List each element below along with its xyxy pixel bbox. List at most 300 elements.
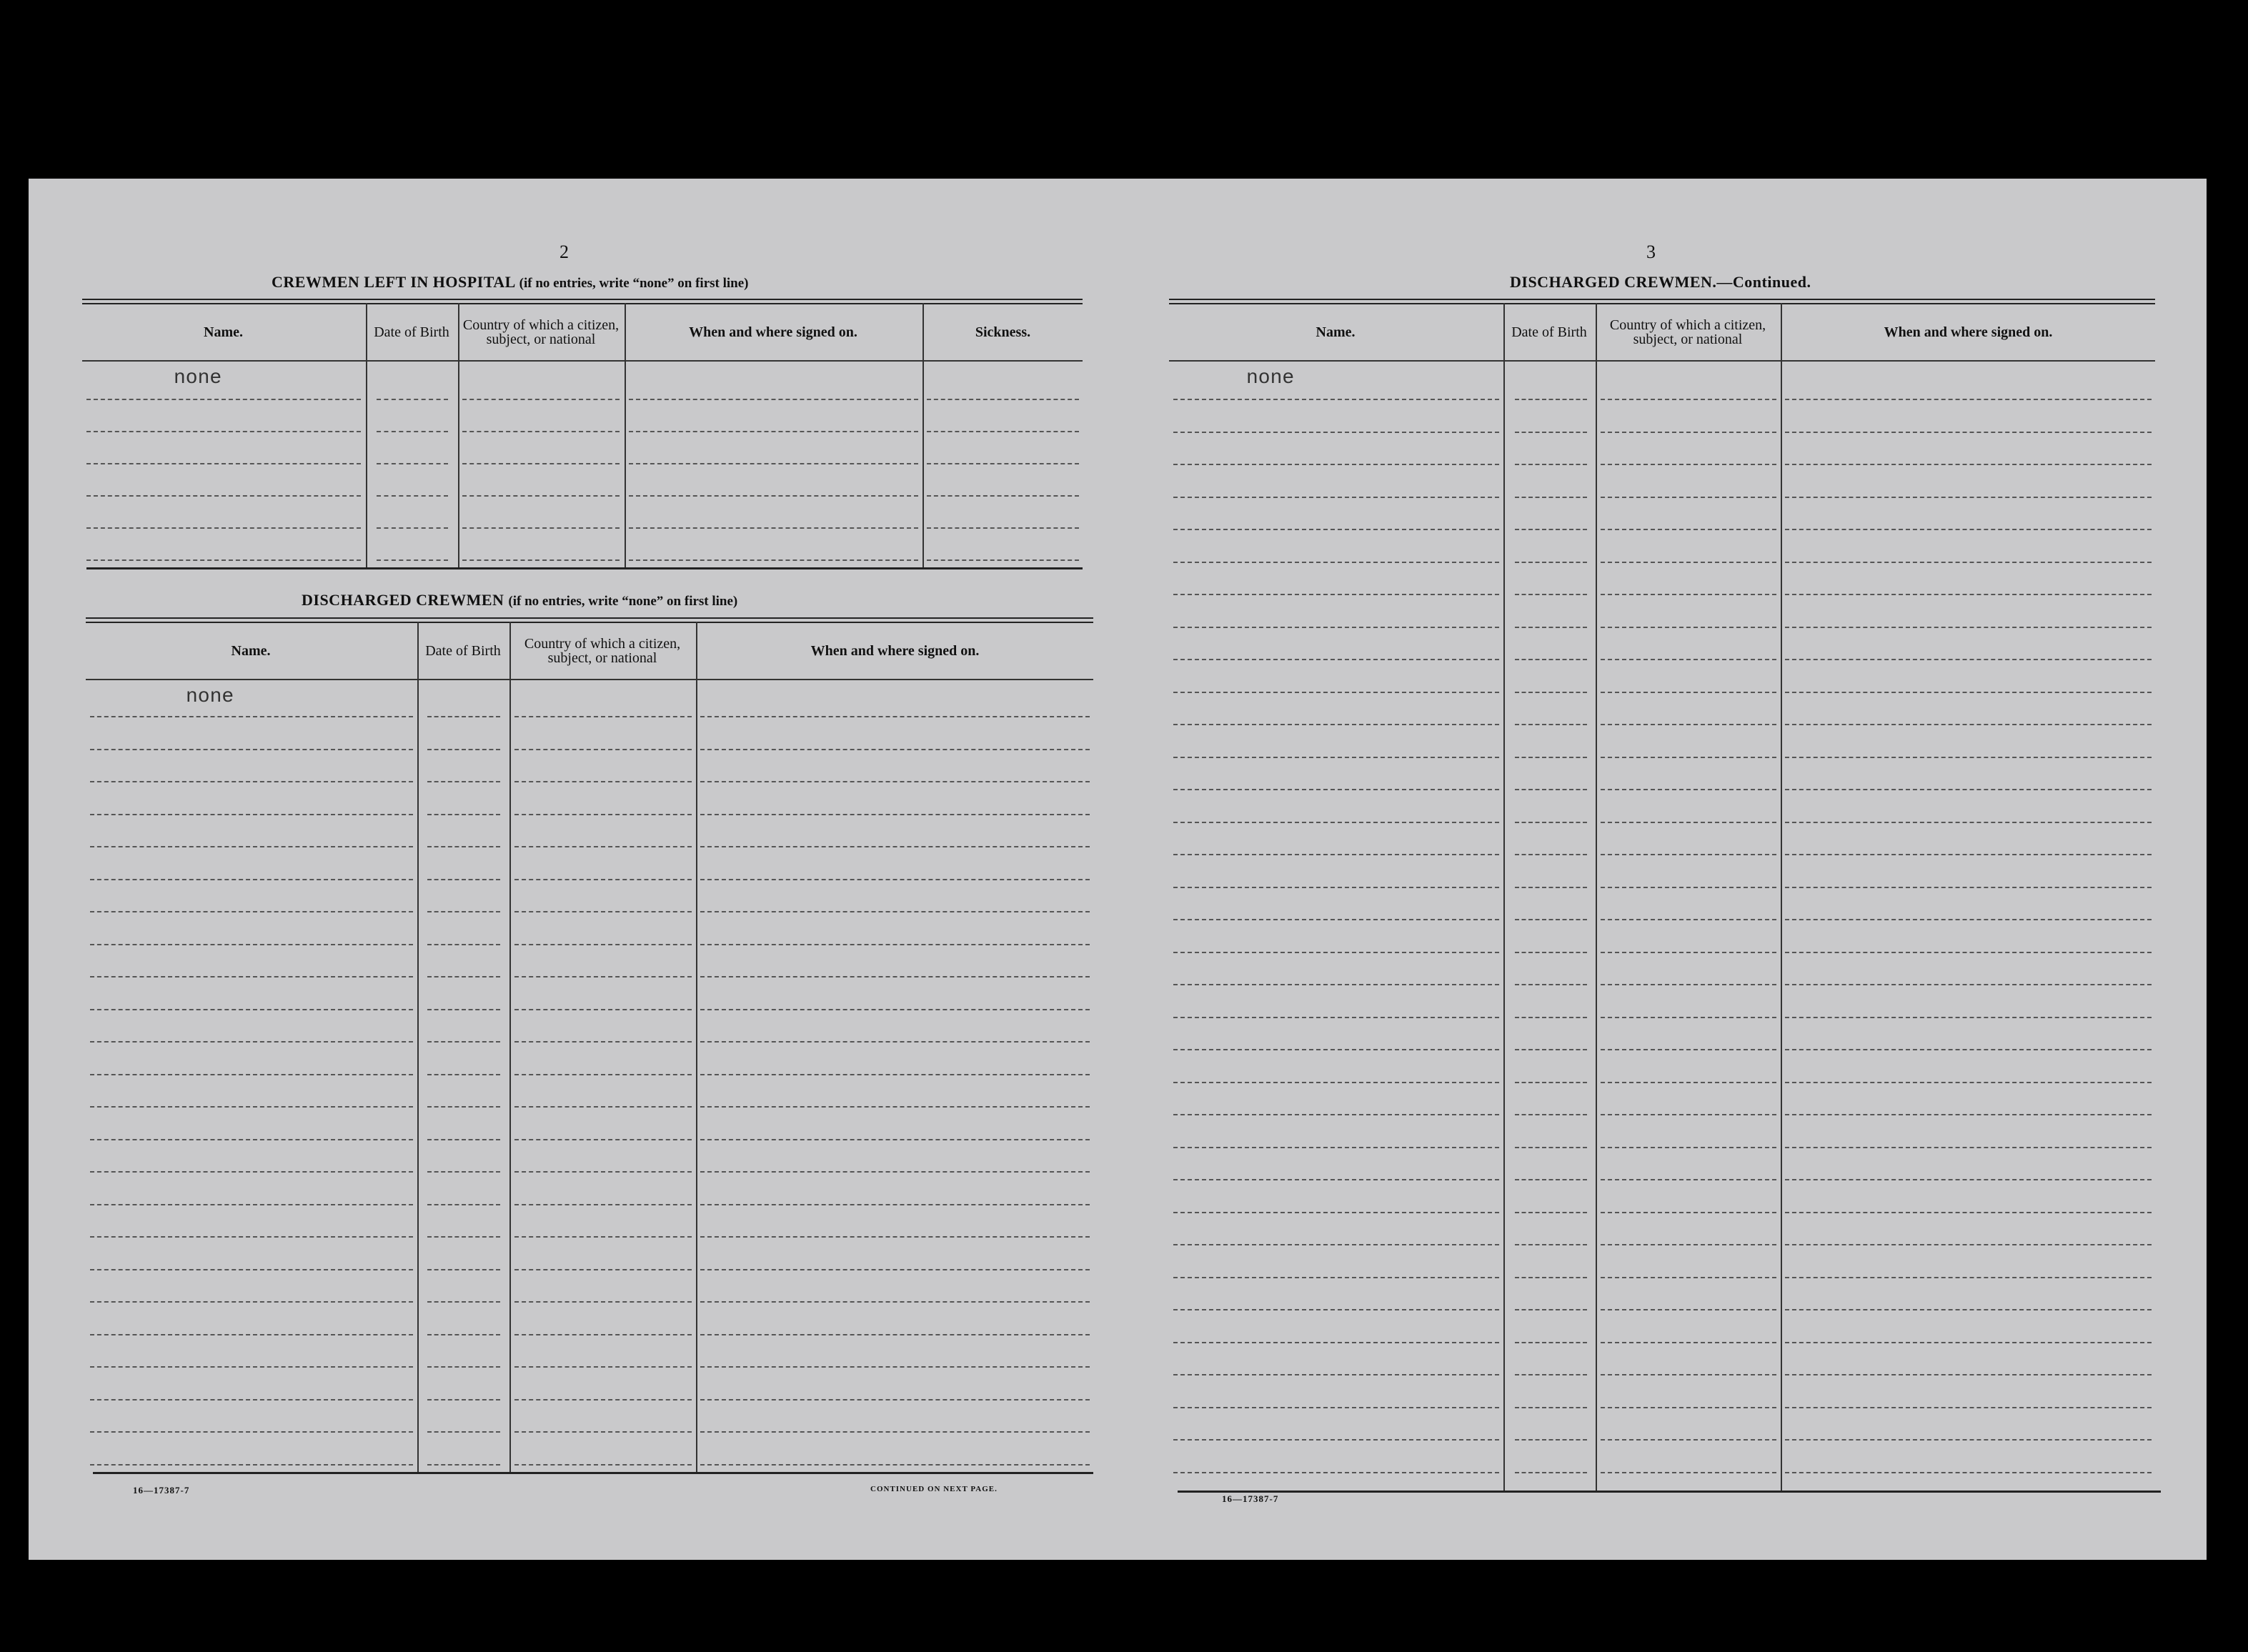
ruled-line: [1515, 1342, 1587, 1343]
ruled-line: [1515, 432, 1587, 433]
ruled-line: [462, 399, 620, 400]
column-header-date-of-birth: Date of Birth: [425, 643, 501, 659]
table-bottom-rule: [86, 567, 1083, 569]
hospital-section-title: [272, 273, 748, 292]
ruled-line: [514, 1139, 692, 1140]
ruled-line: [700, 1204, 1090, 1205]
name-entry: none: [1246, 367, 1295, 389]
column-header-date-of-birth: Date of Birth: [1511, 324, 1587, 340]
ruled-line: [1173, 984, 1499, 985]
name-entry: none: [174, 367, 222, 389]
ruled-line: [1785, 659, 2152, 660]
ruled-line: [90, 1334, 413, 1335]
ruled-line: [700, 1366, 1090, 1368]
ruled-line: [427, 1236, 500, 1238]
ruled-line: [1601, 659, 1776, 660]
header-rule: [1169, 360, 2155, 362]
ruled-line: [90, 1301, 413, 1303]
ruled-line: [1785, 887, 2152, 888]
ruled-line: [90, 1139, 413, 1140]
column-header-country: Country of which a citizen, subject, or national: [524, 636, 681, 666]
ruled-line: [514, 749, 692, 750]
ruled-line: [427, 1464, 500, 1466]
ruled-line: [1601, 789, 1776, 790]
ruled-line: [1173, 529, 1499, 530]
ruled-line: [1515, 822, 1587, 823]
ruled-line: [1515, 1439, 1587, 1440]
ruled-line: [700, 1106, 1090, 1108]
ruled-line: [1173, 432, 1499, 433]
table-top-rule: [1169, 299, 2155, 304]
ruled-line: [514, 781, 692, 782]
hospital-table: [82, 299, 1083, 570]
ruled-line: [427, 1106, 500, 1108]
ruled-line: [700, 879, 1090, 880]
ruled-line: [1601, 1472, 1776, 1473]
ruled-line: [90, 1366, 413, 1368]
ruled-line: [377, 527, 448, 529]
ruled-line: [1785, 984, 2152, 985]
ruled-line: [629, 495, 918, 497]
ruled-line: [1173, 789, 1499, 790]
page-number: 2: [559, 242, 569, 262]
discharged-table: [86, 617, 1093, 1652]
ruled-line: [1601, 1244, 1776, 1245]
ruled-line: [1515, 1017, 1587, 1018]
ruled-line: [1785, 1049, 2152, 1050]
ruled-line: [427, 944, 500, 945]
column-divider: [417, 622, 419, 1472]
ruled-line: [1173, 1147, 1499, 1148]
ruled-line: [1785, 822, 2152, 823]
ruled-line: [1601, 464, 1776, 465]
ruled-line: [1785, 627, 2152, 628]
ruled-line: [1515, 659, 1587, 660]
header-rule: [86, 679, 1093, 680]
ruled-line: [1173, 1212, 1499, 1213]
ruled-line: [629, 399, 918, 400]
ruled-line: [427, 749, 500, 750]
ruled-line: [514, 1009, 692, 1010]
ruled-line: [514, 814, 692, 815]
ruled-line: [629, 431, 918, 432]
ruled-line: [90, 749, 413, 750]
ruled-line: [1515, 1244, 1587, 1245]
ruled-line: [1173, 1407, 1499, 1408]
ruled-line: [427, 1431, 500, 1433]
column-divider: [625, 303, 626, 567]
ruled-line: [377, 463, 448, 464]
ruled-line: [1173, 1082, 1499, 1083]
table-top-rule: [82, 299, 1083, 304]
ruled-line: [514, 879, 692, 880]
ruled-line: [86, 431, 361, 432]
ruled-line: [427, 911, 500, 912]
ruled-line: [700, 1041, 1090, 1043]
ruled-line: [700, 976, 1090, 977]
discharged-note: (if no entries, write “none” on first line): [508, 594, 738, 609]
ruled-line: [1601, 1114, 1776, 1115]
ruled-line: [427, 1139, 500, 1140]
ruled-line: [1601, 1342, 1776, 1343]
ruled-line: [1785, 1407, 2152, 1408]
ruled-line: [462, 463, 620, 464]
ruled-line: [1785, 1244, 2152, 1245]
ruled-line: [514, 1171, 692, 1173]
ruled-line: [1173, 692, 1499, 693]
ruled-line: [1515, 1179, 1587, 1180]
ruled-line: [1515, 594, 1587, 595]
ruled-line: [1785, 1147, 2152, 1148]
ruled-line: [1601, 529, 1776, 530]
ruled-line: [1515, 627, 1587, 628]
ruled-line: [1785, 1342, 2152, 1343]
ruled-line: [629, 527, 918, 529]
ruled-line: [462, 559, 620, 561]
ruled-line: [700, 1399, 1090, 1400]
ruled-line: [1173, 659, 1499, 660]
column-header-name: Name.: [204, 324, 243, 340]
ruled-line: [1173, 1342, 1499, 1343]
column-header-signed-on: When and where signed on.: [1884, 324, 2053, 340]
ruled-line: [514, 911, 692, 912]
ruled-line: [1515, 692, 1587, 693]
ruled-line: [1601, 1212, 1776, 1213]
ruled-line: [1785, 919, 2152, 920]
ruled-line: [927, 559, 1079, 561]
ruled-line: [1515, 724, 1587, 725]
table-bottom-rule: [1178, 1491, 2161, 1493]
column-header-date-of-birth: Date of Birth: [374, 324, 449, 340]
continued-note: CONTINUED ON NEXT PAGE.: [870, 1485, 998, 1493]
ruled-line: [514, 1269, 692, 1270]
ruled-line: [86, 495, 361, 497]
ruled-line: [1601, 757, 1776, 758]
ruled-line: [90, 1464, 413, 1466]
ruled-line: [90, 716, 413, 717]
ruled-line: [1601, 854, 1776, 855]
ruled-line: [427, 1366, 500, 1368]
ruled-line: [1173, 1017, 1499, 1018]
column-divider: [922, 303, 924, 567]
ruled-line: [514, 1041, 692, 1043]
ruled-line: [1601, 1147, 1776, 1148]
ruled-line: [90, 1041, 413, 1043]
ruled-line: [1601, 984, 1776, 985]
ruled-line: [514, 1431, 692, 1433]
ruled-line: [700, 1236, 1090, 1238]
ruled-line: [427, 1399, 500, 1400]
ruled-line: [1601, 594, 1776, 595]
ruled-line: [700, 1464, 1090, 1466]
ruled-line: [1515, 952, 1587, 953]
ruled-line: [700, 1139, 1090, 1140]
ruled-line: [629, 559, 918, 561]
ruled-line: [700, 944, 1090, 945]
ruled-line: [700, 749, 1090, 750]
ruled-line: [927, 399, 1079, 400]
ruled-line: [1601, 1374, 1776, 1375]
ruled-line: [514, 1464, 692, 1466]
column-header-sickness: Sickness.: [975, 324, 1031, 340]
column-divider: [1503, 303, 1505, 1492]
hospital-note: (if no entries, write “none” on first line): [519, 276, 749, 291]
ruled-line: [1515, 1407, 1587, 1408]
ruled-line: [1515, 757, 1587, 758]
ruled-line: [427, 1301, 500, 1303]
page-number: 3: [1646, 242, 1656, 262]
ruled-line: [514, 944, 692, 945]
name-entry: none: [186, 686, 234, 708]
ruled-line: [1601, 1049, 1776, 1050]
ruled-line: [1785, 952, 2152, 953]
ruled-line: [700, 1301, 1090, 1303]
ruled-line: [1515, 1049, 1587, 1050]
ruled-line: [1601, 919, 1776, 920]
ruled-line: [1173, 854, 1499, 855]
ruled-line: [427, 814, 500, 815]
ruled-line: [377, 399, 448, 400]
ruled-line: [1515, 1212, 1587, 1213]
ruled-line: [1173, 497, 1499, 498]
ruled-line: [1515, 529, 1587, 530]
discharged-title: DISCHARGED CREWMEN: [302, 591, 504, 609]
ruled-line: [1173, 1114, 1499, 1115]
ruled-line: [86, 527, 361, 529]
ruled-line: [90, 1171, 413, 1173]
ruled-line: [1173, 919, 1499, 920]
ruled-line: [427, 716, 500, 717]
ruled-line: [1515, 464, 1587, 465]
ruled-line: [1601, 627, 1776, 628]
ruled-line: [377, 559, 448, 561]
ruled-line: [1601, 1439, 1776, 1440]
ruled-line: [514, 1106, 692, 1108]
ruled-line: [90, 976, 413, 977]
ruled-line: [1173, 757, 1499, 758]
column-header-name: Name.: [1316, 324, 1356, 340]
column-divider: [1781, 303, 1782, 1492]
ruled-line: [1785, 1309, 2152, 1310]
ruled-line: [1601, 1277, 1776, 1278]
ruled-line: [86, 463, 361, 464]
ruled-line: [700, 911, 1090, 912]
ruled-line: [927, 527, 1079, 529]
ruled-line: [90, 1204, 413, 1205]
ruled-line: [700, 1269, 1090, 1270]
discharged-section-title: [302, 591, 737, 609]
ruled-line: [514, 846, 692, 847]
ruled-line: [1515, 399, 1587, 400]
ruled-line: [1515, 1472, 1587, 1473]
ruled-line: [629, 463, 918, 464]
ruled-line: [1601, 497, 1776, 498]
ruled-line: [1173, 952, 1499, 953]
ruled-line: [90, 814, 413, 815]
ruled-line: [1785, 692, 2152, 693]
ruled-line: [1785, 724, 2152, 725]
ruled-line: [427, 1269, 500, 1270]
ruled-line: [1515, 1374, 1587, 1375]
ruled-line: [462, 495, 620, 497]
discharged-continued-table: [1169, 299, 2155, 1456]
ruled-line: [514, 1334, 692, 1335]
ruled-line: [90, 1009, 413, 1010]
ruled-line: [1601, 952, 1776, 953]
ruled-line: [514, 1301, 692, 1303]
right-page: [1115, 179, 2207, 1560]
form-number: 16—17387-7: [1222, 1493, 1279, 1504]
ruled-line: [1601, 1309, 1776, 1310]
ruled-line: [427, 781, 500, 782]
ruled-line: [377, 495, 448, 497]
ruled-line: [1173, 562, 1499, 563]
table-bottom-rule: [93, 1472, 1093, 1474]
ruled-line: [462, 527, 620, 529]
ruled-line: [1785, 1082, 2152, 1083]
ruled-line: [90, 1431, 413, 1433]
ruled-line: [1785, 464, 2152, 465]
ruled-line: [1515, 1309, 1587, 1310]
ruled-line: [1785, 399, 2152, 400]
ruled-line: [1173, 627, 1499, 628]
ruled-line: [1785, 1114, 2152, 1115]
ruled-line: [427, 1334, 500, 1335]
ruled-line: [90, 1106, 413, 1108]
ruled-line: [1785, 1277, 2152, 1278]
hospital-title: CREWMEN LEFT IN HOSPITAL: [272, 273, 515, 291]
ruled-line: [377, 431, 448, 432]
ruled-line: [1515, 497, 1587, 498]
ruled-line: [1515, 984, 1587, 985]
ruled-line: [514, 716, 692, 717]
column-divider: [366, 303, 367, 567]
ruled-line: [427, 879, 500, 880]
ruled-line: [700, 846, 1090, 847]
ruled-line: [1785, 854, 2152, 855]
ruled-line: [1601, 432, 1776, 433]
ruled-line: [514, 976, 692, 977]
ruled-line: [86, 559, 361, 561]
ruled-line: [427, 846, 500, 847]
ruled-line: [1173, 464, 1499, 465]
ruled-line: [1785, 497, 2152, 498]
column-divider: [696, 622, 697, 1472]
ruled-line: [927, 431, 1079, 432]
column-divider: [1596, 303, 1597, 1492]
ruled-line: [1515, 854, 1587, 855]
header-rule: [82, 360, 1083, 362]
ruled-line: [1785, 1472, 2152, 1473]
ruled-line: [1785, 529, 2152, 530]
ruled-line: [90, 1074, 413, 1075]
ruled-line: [1173, 1439, 1499, 1440]
ruled-line: [1173, 1049, 1499, 1050]
ruled-line: [90, 1269, 413, 1270]
ruled-line: [1515, 1277, 1587, 1278]
ruled-line: [514, 1204, 692, 1205]
ruled-line: [927, 495, 1079, 497]
ruled-line: [1785, 1179, 2152, 1180]
ruled-line: [1785, 1374, 2152, 1375]
ruled-line: [427, 1074, 500, 1075]
ruled-line: [1173, 1472, 1499, 1473]
ruled-line: [1601, 1017, 1776, 1018]
ruled-line: [90, 911, 413, 912]
discharged-continued-title: DISCHARGED CREWMEN.—Continued.: [1510, 273, 1811, 291]
ruled-line: [1173, 1179, 1499, 1180]
ruled-line: [700, 814, 1090, 815]
ruled-line: [1785, 432, 2152, 433]
ruled-line: [1785, 1212, 2152, 1213]
column-header-country: Country of which a citizen, subject, or national: [462, 317, 620, 347]
ruled-line: [427, 1009, 500, 1010]
ruled-line: [86, 399, 361, 400]
ruled-line: [1515, 919, 1587, 920]
ruled-line: [90, 879, 413, 880]
column-divider: [509, 622, 511, 1472]
ruled-line: [1173, 594, 1499, 595]
column-header-signed-on: When and where signed on.: [689, 324, 857, 340]
ruled-line: [1173, 1244, 1499, 1245]
form-sheet: [29, 179, 2207, 1560]
ruled-line: [514, 1366, 692, 1368]
ruled-line: [1173, 724, 1499, 725]
ruled-line: [427, 1204, 500, 1205]
ruled-line: [927, 463, 1079, 464]
ruled-line: [1601, 1407, 1776, 1408]
ruled-line: [1601, 562, 1776, 563]
ruled-line: [700, 716, 1090, 717]
ruled-line: [1601, 822, 1776, 823]
ruled-line: [1173, 1374, 1499, 1375]
ruled-line: [1601, 1179, 1776, 1180]
ruled-line: [514, 1074, 692, 1075]
ruled-line: [700, 1171, 1090, 1173]
ruled-line: [1173, 399, 1499, 400]
ruled-line: [1515, 887, 1587, 888]
ruled-line: [700, 1334, 1090, 1335]
ruled-line: [462, 431, 620, 432]
ruled-line: [1173, 1277, 1499, 1278]
ruled-line: [700, 1431, 1090, 1433]
ruled-line: [1173, 887, 1499, 888]
ruled-line: [90, 781, 413, 782]
ruled-line: [427, 1171, 500, 1173]
column-divider: [458, 303, 459, 567]
ruled-line: [514, 1399, 692, 1400]
column-header-signed-on: When and where signed on.: [810, 643, 980, 659]
ruled-line: [1515, 1114, 1587, 1115]
ruled-line: [1515, 1082, 1587, 1083]
ruled-line: [90, 944, 413, 945]
ruled-line: [1173, 1309, 1499, 1310]
ruled-line: [1173, 822, 1499, 823]
ruled-line: [90, 1399, 413, 1400]
ruled-line: [514, 1236, 692, 1238]
form-number: 16—17387-7: [133, 1485, 190, 1496]
ruled-line: [1515, 562, 1587, 563]
ruled-line: [1785, 1439, 2152, 1440]
ruled-line: [1785, 757, 2152, 758]
ruled-line: [1785, 562, 2152, 563]
ruled-line: [700, 781, 1090, 782]
ruled-line: [1601, 887, 1776, 888]
ruled-line: [427, 1041, 500, 1043]
column-header-country: Country of which a citizen, subject, or national: [1609, 317, 1766, 347]
ruled-line: [1601, 399, 1776, 400]
ruled-line: [1601, 692, 1776, 693]
